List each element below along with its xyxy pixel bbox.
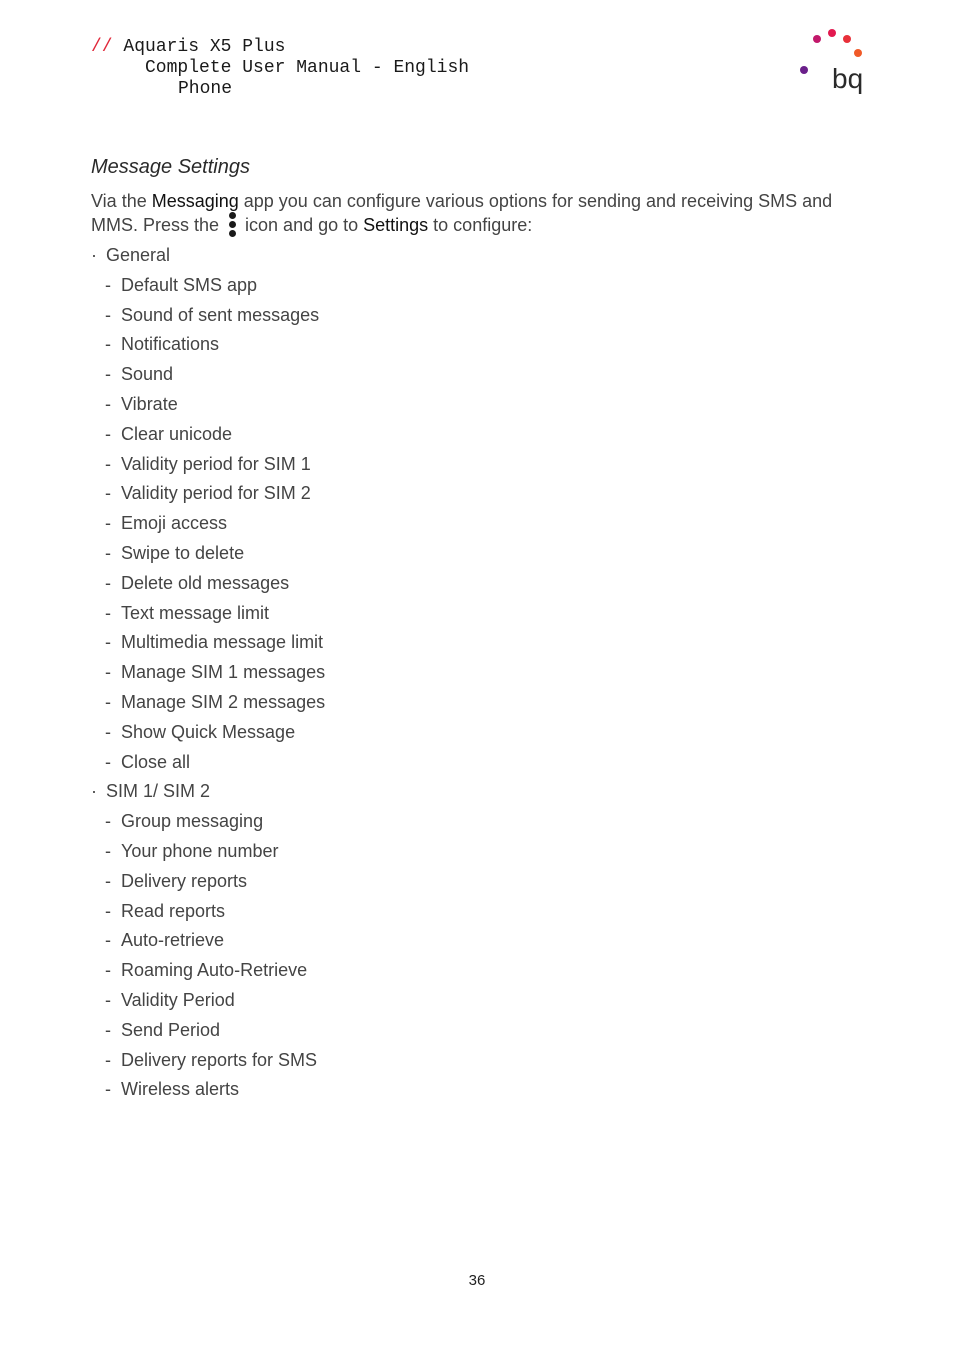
list-item bbox=[91, 1075, 325, 1105]
list-item bbox=[91, 807, 325, 837]
list-item-label: Your phone number bbox=[121, 840, 279, 861]
dash-marker: - bbox=[105, 1049, 111, 1070]
group-heading bbox=[91, 777, 325, 807]
dash-marker: - bbox=[105, 393, 111, 414]
dash-marker: - bbox=[105, 751, 111, 772]
section-title: Message Settings bbox=[91, 156, 250, 178]
list-item-label: Read reports bbox=[121, 900, 226, 921]
dash-marker: - bbox=[105, 602, 111, 623]
dash-marker: - bbox=[105, 632, 111, 653]
list-item bbox=[91, 539, 325, 569]
dash-marker: - bbox=[105, 364, 111, 385]
header-product: Aquaris X5 Plus bbox=[123, 37, 286, 57]
list-item bbox=[91, 390, 325, 420]
list-item bbox=[91, 837, 325, 867]
intro-text: icon and go to bbox=[240, 215, 364, 235]
app-name-messaging: Messaging bbox=[151, 191, 239, 211]
list-item bbox=[91, 688, 325, 718]
logo-dot-pink bbox=[828, 29, 836, 37]
settings-list bbox=[91, 241, 325, 1105]
bullet-marker: · bbox=[91, 781, 97, 802]
list-item-label: Notifications bbox=[121, 334, 220, 355]
list-item bbox=[91, 897, 325, 927]
list-item bbox=[91, 718, 325, 748]
bq-logo-icon bbox=[796, 26, 866, 96]
list-item-label: Manage SIM 1 messages bbox=[121, 662, 326, 683]
logo-dot-magenta bbox=[813, 35, 821, 43]
dash-marker: - bbox=[105, 1079, 111, 1100]
list-item-label: Group messaging bbox=[121, 811, 264, 832]
logo-dot-orange bbox=[854, 49, 862, 57]
list-item bbox=[91, 986, 325, 1016]
list-item bbox=[91, 271, 325, 301]
dash-marker: - bbox=[105, 900, 111, 921]
page-number: 36 bbox=[468, 1272, 486, 1289]
list-item-label: Delivery reports bbox=[121, 870, 248, 891]
dash-marker: - bbox=[105, 870, 111, 891]
dash-marker: - bbox=[105, 989, 111, 1010]
dash-marker: - bbox=[105, 542, 111, 563]
list-item bbox=[91, 926, 325, 956]
list-item-label: Show Quick Message bbox=[121, 721, 296, 742]
list-item-label: Wireless alerts bbox=[121, 1079, 240, 1100]
dash-marker: - bbox=[105, 513, 111, 534]
list-item-label: Close all bbox=[121, 751, 191, 772]
list-item-label: Delivery reports for SMS bbox=[121, 1049, 318, 1070]
list-item bbox=[91, 628, 325, 658]
logo-dot-red bbox=[843, 35, 851, 43]
list-item-label: Text message limit bbox=[121, 602, 270, 623]
list-item-label: Vibrate bbox=[121, 393, 178, 414]
list-item bbox=[91, 748, 325, 778]
logo-text: bq bbox=[832, 63, 864, 94]
header-line-product bbox=[91, 37, 469, 58]
dash-marker: - bbox=[105, 811, 111, 832]
list-item bbox=[91, 450, 325, 480]
list-item-label: Roaming Auto-Retrieve bbox=[121, 960, 308, 981]
list-item bbox=[91, 330, 325, 360]
settings-name: Settings bbox=[363, 215, 429, 235]
list-item bbox=[91, 420, 325, 450]
list-item bbox=[91, 301, 325, 331]
header-chapter: Phone bbox=[178, 79, 233, 99]
logo-dot-purple bbox=[800, 66, 808, 74]
list-item-label: Manage SIM 2 messages bbox=[121, 691, 326, 712]
intro-paragraph bbox=[91, 190, 871, 238]
dash-marker: - bbox=[105, 691, 111, 712]
list-item bbox=[91, 956, 325, 986]
dash-marker: - bbox=[105, 930, 111, 951]
list-item-label: Multimedia message limit bbox=[121, 632, 324, 653]
dash-marker: - bbox=[105, 274, 111, 295]
intro-text: Via the bbox=[91, 191, 152, 211]
list-item-label: Delete old messages bbox=[121, 572, 290, 593]
list-item-label: Validity period for SIM 2 bbox=[121, 483, 311, 504]
list-item-label: Sound of sent messages bbox=[121, 304, 320, 325]
dash-marker: - bbox=[105, 483, 111, 504]
intro-text: to configure: bbox=[428, 215, 533, 235]
group-heading bbox=[91, 241, 325, 271]
list-item-label: Sound bbox=[121, 364, 174, 385]
dash-marker: - bbox=[105, 453, 111, 474]
dash-marker: - bbox=[105, 423, 111, 444]
list-item-label: Swipe to delete bbox=[121, 542, 245, 563]
group-label: SIM 1/ SIM 2 bbox=[106, 781, 211, 802]
intro-text: app you can configure various options for sending and receiving SMS and MMS. Press the bbox=[91, 191, 833, 235]
dash-marker: - bbox=[105, 721, 111, 742]
list-item-label: Emoji access bbox=[121, 513, 228, 534]
list-item bbox=[91, 1046, 325, 1076]
list-item-label: Send Period bbox=[121, 1019, 221, 1040]
bullet-marker: · bbox=[91, 245, 97, 265]
dash-marker: - bbox=[105, 960, 111, 981]
document-header bbox=[91, 37, 469, 100]
list-item bbox=[91, 509, 325, 539]
list-item bbox=[91, 599, 325, 629]
list-item bbox=[91, 867, 325, 897]
list-item bbox=[91, 479, 325, 509]
dash-marker: - bbox=[105, 840, 111, 861]
list-item bbox=[91, 1016, 325, 1046]
list-item bbox=[91, 658, 325, 688]
list-item-label: Validity Period bbox=[121, 989, 235, 1010]
dash-marker: - bbox=[105, 1019, 111, 1040]
list-item bbox=[91, 569, 325, 599]
list-item-label: Validity period for SIM 1 bbox=[121, 453, 311, 474]
list-item-label: Auto-retrieve bbox=[121, 930, 225, 951]
list-item-label: Clear unicode bbox=[121, 423, 233, 444]
list-item-label: Default SMS app bbox=[121, 274, 258, 295]
list-item bbox=[91, 360, 325, 390]
group-label: General bbox=[106, 245, 171, 265]
dash-marker: - bbox=[105, 572, 111, 593]
dash-marker: - bbox=[105, 662, 111, 683]
header-prefix: // bbox=[91, 37, 113, 57]
header-manual: Complete User Manual - English bbox=[145, 58, 470, 78]
more-vertical-icon bbox=[229, 212, 237, 238]
dash-marker: - bbox=[105, 334, 111, 355]
dash-marker: - bbox=[105, 304, 111, 325]
